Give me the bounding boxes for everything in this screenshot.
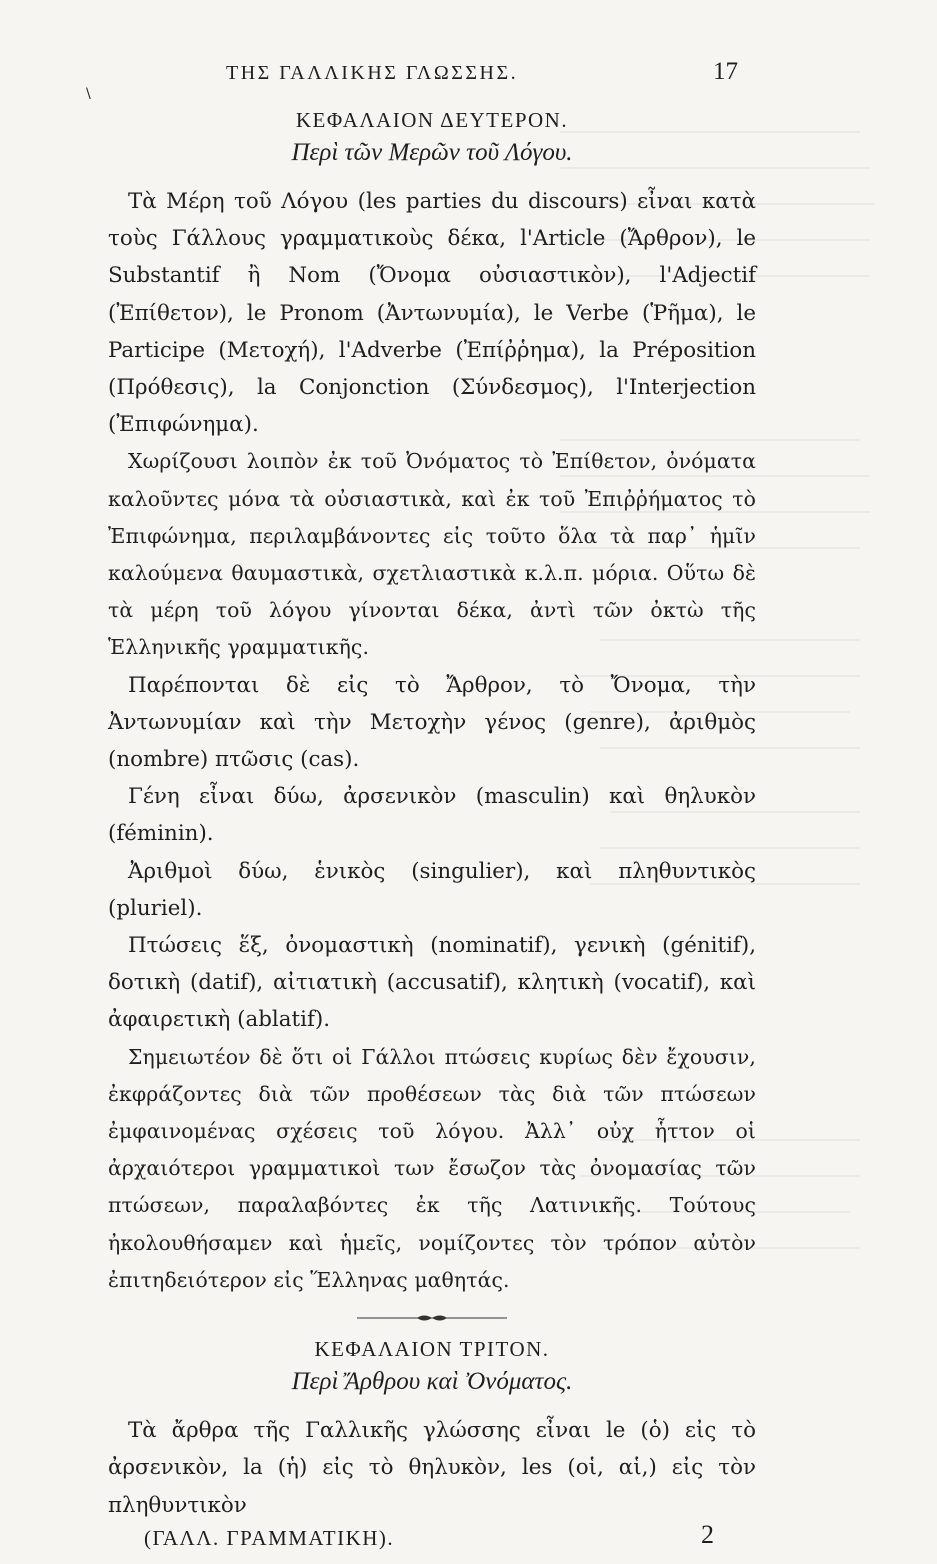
ornamental-divider <box>357 1313 507 1323</box>
page-number: 17 <box>713 58 738 85</box>
running-title: ΤΗΣ ΓΑΛΛΙΚΗΣ ΓΛΩΣΣΗΣ. <box>226 62 519 84</box>
paragraph: Παρέπονται δὲ εἰς τὸ Ἄρθρον, τὸ Ὄνομα, τὴν Ἀντωνυμίαν καὶ τὴν Μετοχὴν γένος (genre), ἀριθμὸς (nombre) πτῶσις (cas). <box>108 672 756 773</box>
signature-line <box>108 1519 756 1564</box>
paragraph: Πτώσεις ἕξ, ὀνομαστικὴ (nominatif), γενικὴ (génitif), δοτικὴ (datif), αἰτιατικὴ (accusatif), κλητικὴ (vocatif), καὶ ἀφαιρετικὴ (ablatif). <box>108 933 756 1033</box>
chapter-heading: ΚΕΦΑΛΑΙΟΝ ΔΕΥΤΕΡΟΝ. <box>295 108 569 132</box>
paragraph: Χωρίζουσι λοιπὸν ἐκ τοῦ Ὀνόματος τὸ Ἐπίθετον, ὀνόματα καλοῦντες μόνα τὰ οὐσιαστικὰ, καὶ ἐκ τοῦ Ἐπιῤῥήματος τὸ Ἐπιφώνημα, περιλαμβάνοντες εἰς τοῦτο ὅλα τὰ παρ᾽ ἡμῖν καλούμενα θαυμαστικὰ, σχετλιαστικὰ κ.λ.π. μόρια. Οὕτω δὲ τὰ μέρη τοῦ λόγου γίνονται δέκα, ἀντὶ τῶν ὀκτὼ τῆς Ἑλληνικῆς γραμματικῆς. <box>108 449 756 660</box>
signature-number: 2 <box>701 1519 714 1549</box>
paragraph: Ἀριθμοὶ δύω, ἑνικὸς (singulier), καὶ πληθυντικὸς (pluriel). <box>108 858 756 921</box>
chapter-heading: ΚΕΦΑΛΑΙΟΝ ΤΡΙΤΟΝ. <box>314 1337 550 1362</box>
chapter-subtitle: Περὶ τῶν Μερῶν τοῦ Λόγου. <box>291 139 573 166</box>
running-head <box>86 58 756 102</box>
chapter-subtitle: Περὶ Ἄρθρου καὶ Ὀνόματος. <box>291 1368 573 1396</box>
paragraph: Γένη εἶναι δύω, ἀρσενικὸν (masculin) καὶ θηλυκὸν (féminin). <box>108 784 756 847</box>
paragraph: Σημειωτέον δὲ ὅτι οἱ Γάλλοι πτώσεις κυρίως δὲν ἔχουσιν, ἐκφράζοντες διὰ τῶν προθέσεων τὰς διὰ τῶν πτώσεων ἐμφαινομένας σχέσεις τοῦ λόγου. Ἀλλ᾽ οὐχ ἧττον οἱ ἀρχαιότεροι γραμματικοὶ των ἔσωζον τὰς ὀνομασίας τῶν πτώσεων, παραλαβόντες ἐκ τῆς Λατινικῆς. Τούτους ἠκολουθήσαμεν καὶ ἡμεῖς, νομίζοντες τὸν τρόπον αὐτὸν ἐπιτηδειότερον εἰς Ἕλληνας μαθητάς. <box>108 1044 756 1292</box>
printer-mark: \ <box>86 86 91 102</box>
signature-mark: (ΓΑΛΛ. ΓΡΑΜΜΑΤΙΚΗ). <box>144 1525 395 1550</box>
paragraph: Τὰ ἄρθρα τῆς Γαλλικῆς γλώσσης εἶναι le (ὁ) εἰς τὸ ἀρσενικὸν, la (ἡ) εἰς τὸ θηλυκὸν, les (οἱ, αἱ,) εἰς τὸν πληθυντικὸν <box>108 1418 756 1518</box>
paragraph: Τὰ Μέρη τοῦ Λόγου (les parties du discours) εἶναι κατὰ τοὺς Γάλλους γραμματικοὺς δέκα, l'Article (Ἄρθρον), le Substantif ἢ Nom (Ὄνομα οὐσιαστικὸν), l'Adjectif (Ἐπίθετον), le Pronom (Ἀντωνυμία), le Verbe (Ῥῆμα), le Participe (Μετοχή), l'Adverbe (Ἐπίῤῥημα), la Préposition (Πρόθεσις), la Conjonction (Σύνδεσμος), l'Interjection (Ἐπιφώνημα). <box>108 189 756 438</box>
book-page <box>86 58 756 1550</box>
